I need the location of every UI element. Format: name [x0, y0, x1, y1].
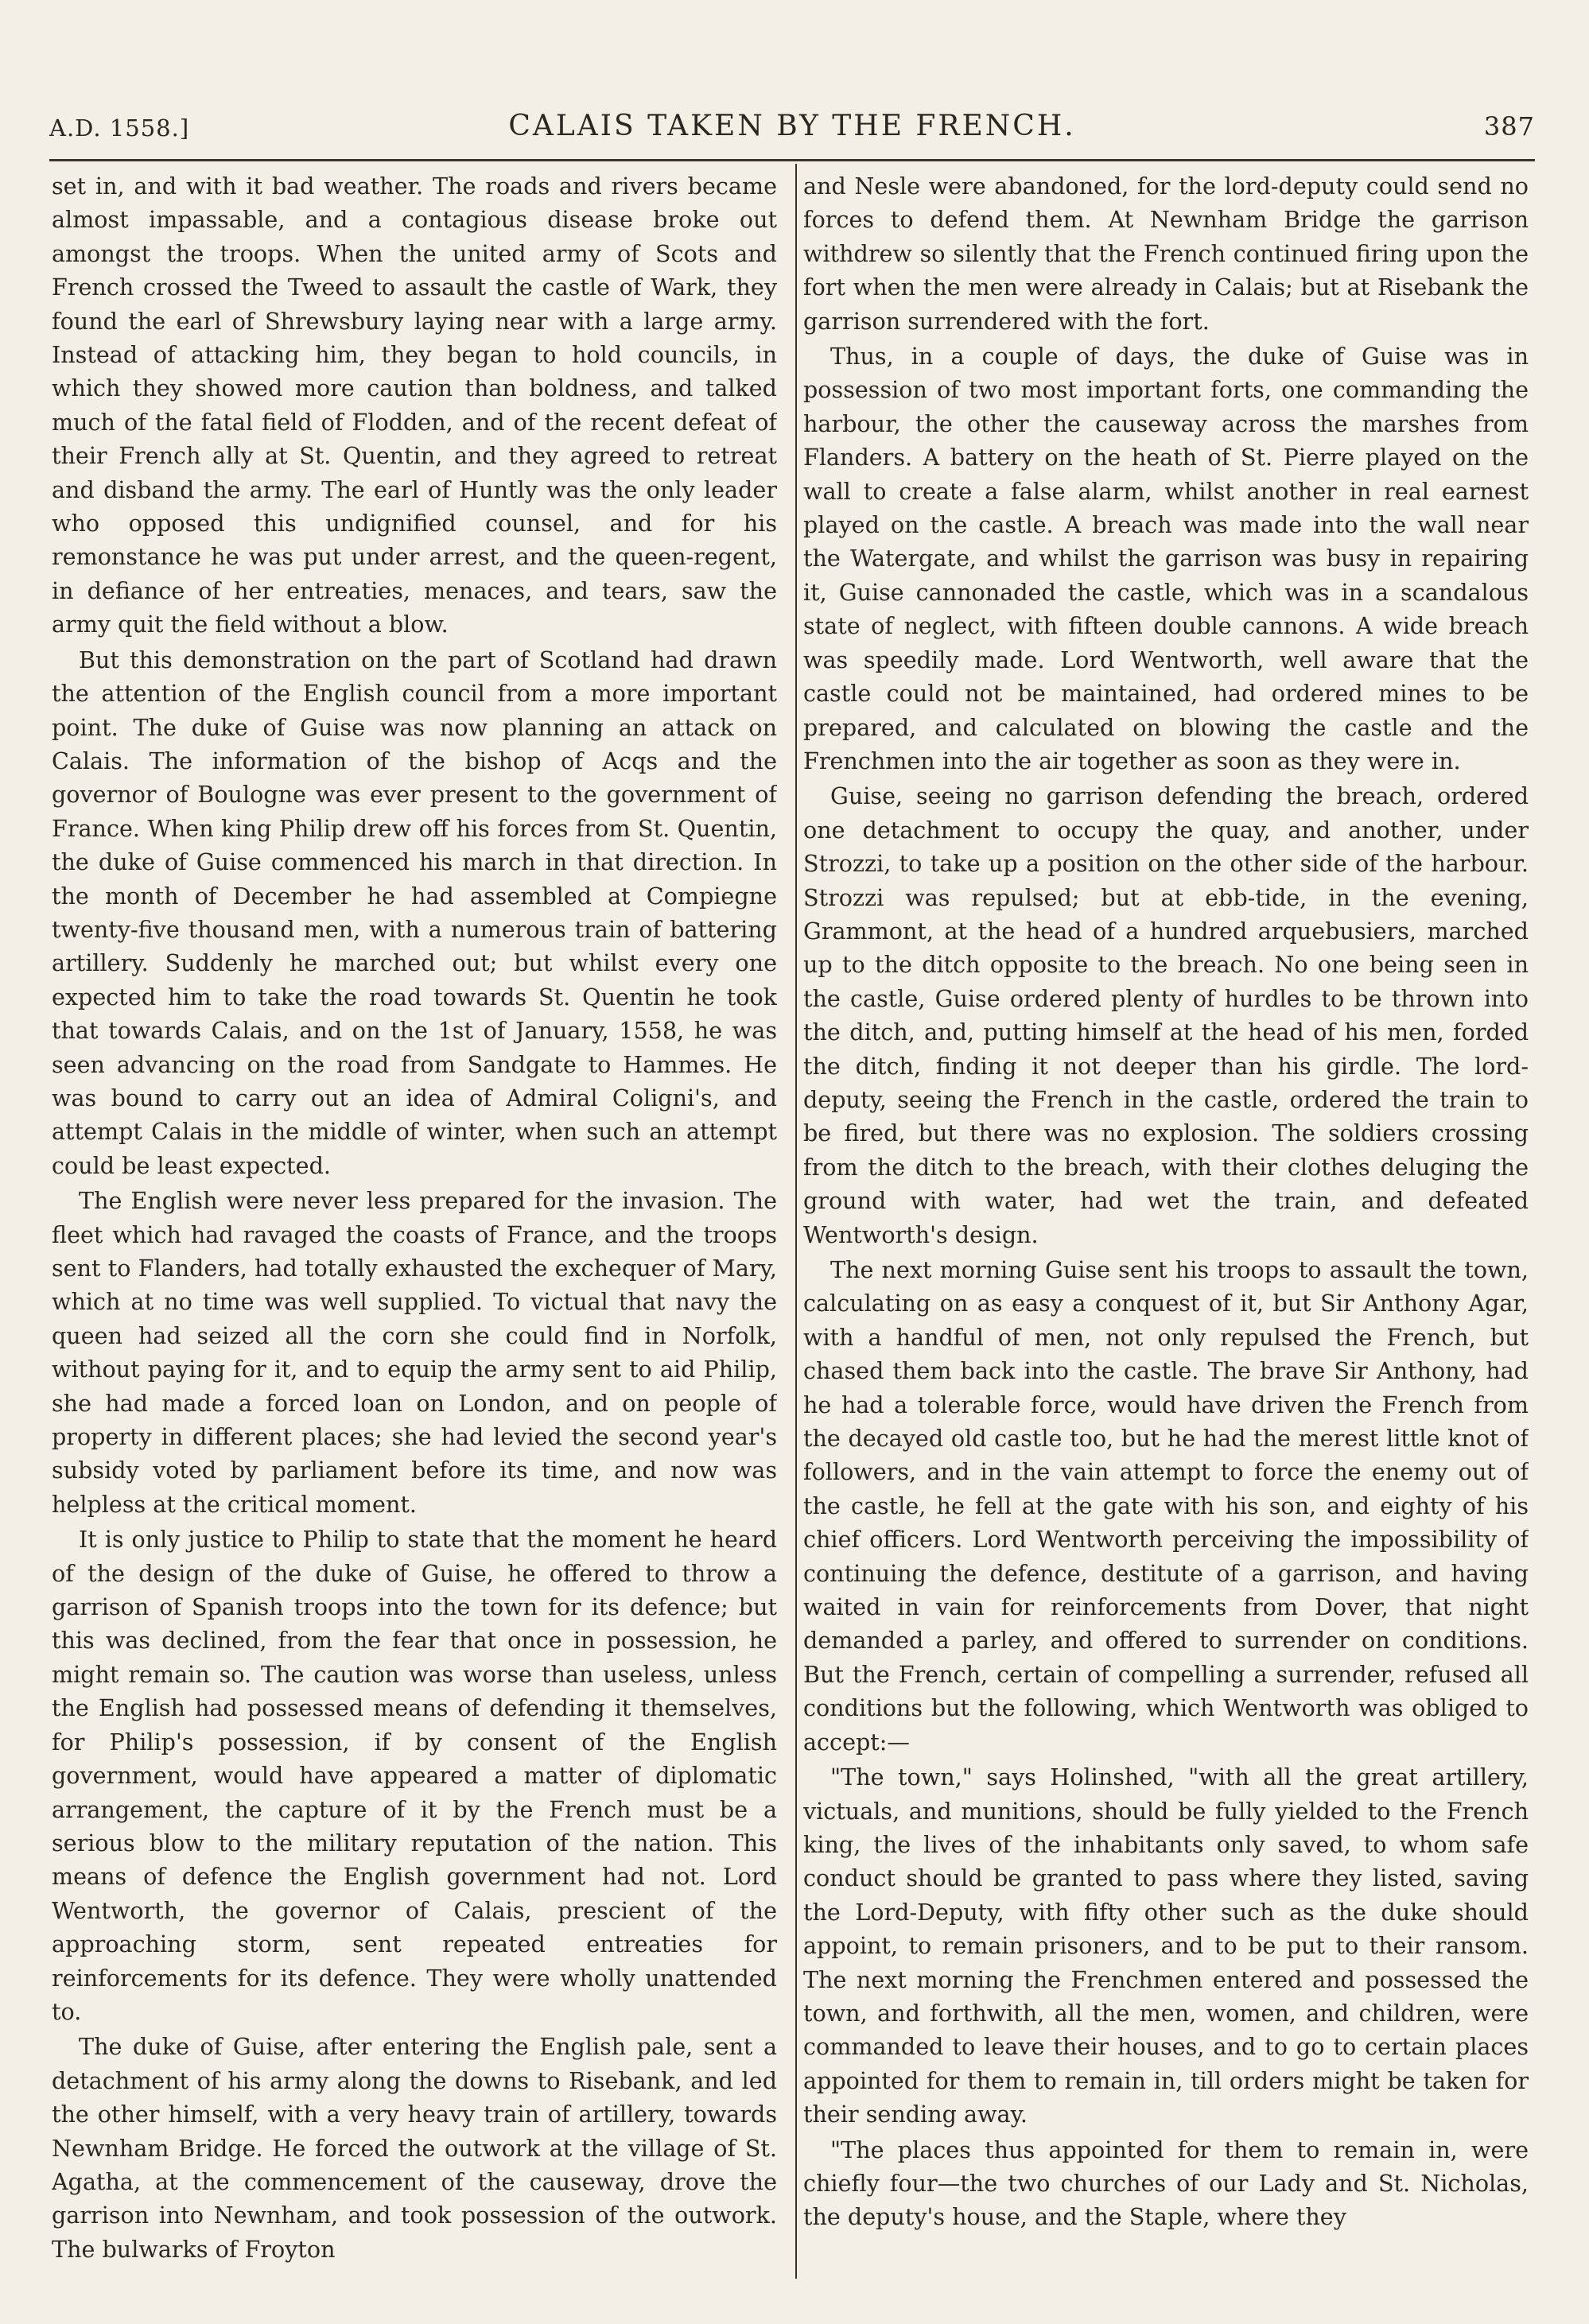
right-column — [803, 169, 1529, 2284]
paragraph: The next morning Guise sent his troops to assault the town, calculating on as easy a conquest of it, but Sir Anthony Agar, with a handful of men, not only repulsed the French, but chased them back into the castle. The brave Sir Anthony, had he had a tolerable force, would have driven the French from the decayed old castle too, but he had the merest little knot of followers, and in the vain attempt to force the enemy out of the castle, he fell at the gate with his son, and eighty of his chief officers. Lord Wentworth perceiving the impossibility of continuing the defence, destitute of a garrison, and having waited in vain for reinforcements from Dover, that night demanded a parley, and offered to surrender on conditions. But the French, certain of compelling a surrender, refused all conditions but the following, which Wentworth was obliged to accept:— — [803, 1256, 1529, 1756]
paragraph: "The town," says Holinshed, "with all the great artillery, victuals, and munitions, should be fully yielded to the French king, the lives of the inhabitants only saved, to whom safe conduct should be granted to pass where they listed, saving the Lord-Deputy, with fifty other such as the duke should appoint, to remain prisoners, and to be put to their ransom. The next morning the Frenchmen entered and possessed the town, and forthwith, all the men, women, and children, were commanded to leave their houses, and to go to certain places appointed for them to remain in, till orders might be taken for their sending away. — [803, 1763, 1529, 2128]
paragraph: and Nesle were abandoned, for the lord-deputy could send no forces to defend them. At Newnham Bridge the garrison withdrew so silently that the French continued firing upon the fort when the men were already in Calais; but at Risebank the garrison surrendered with the fort. — [803, 173, 1529, 335]
paragraph: "The places thus appointed for them to remain in, were chiefly four—the two churches of our Lady and St. Nicholas, the deputy's house, and the Staple, where they — [803, 2136, 1529, 2231]
running-header — [49, 110, 1535, 149]
paragraph: The English were never less prepared for the invasion. The fleet which had ravaged the coasts of France, and the troops sent to Flanders, had totally exhausted the exchequer of Mary, which at no time was well supplied. To victual that navy the queen had seized all the corn she could find in Norfolk, without paying for it, and to equip the army sent to aid Philip, she had made a forced loan on London, and on people of property in different places; she had levied the second year's subsidy voted by parliament before its time, and now was helpless at the critical moment. — [52, 1187, 777, 1518]
left-column — [52, 169, 777, 2284]
paragraph: But this demonstration on the part of Scotland had drawn the attention of the English council from a more important point. The duke of Guise was now planning an attack on Calais. The information of the bishop of Acqs and the governor of Boulogne was ever present to the government of France. When king Philip drew off his forces from St. Quentin, the duke of Guise commenced his march in that direction. In the month of December he had assembled at Compiegne twenty-five thousand men, with a numerous train of battering artillery. Suddenly he marched out; but whilst every one expected him to take the road towards St. Quentin he took that towards Calais, and on the 1st of January, 1558, he was seen advancing on the road from Sandgate to Hammes. He was bound to carry out an idea of Admiral Coligni's, and attempt Calais in the middle of winter, when such an attempt could be least expected. — [52, 646, 777, 1179]
paragraph: The duke of Guise, after entering the English pale, sent a detachment of his army along the downs to Risebank, and led the other himself, with a very heavy train of artillery, towards Newnham Bridge. He forced the outwork at the village of St. Agatha, at the commencement of the causeway, drove the garrison into Newnham, and took possession of the outwork. The bulwarks of Froyton — [52, 2033, 777, 2263]
paragraph: It is only justice to Philip to state that the moment he heard of the design of the duke of Guise, he offered to throw a garrison of Spanish troops into the town for its defence; but this was declined, from the fear that once in possession, he might remain so. The caution was worse than useless, unless the English had possessed means of defending it themselves, for Philip's possession, if by consent of the English government, would have appeared a matter of diplomatic arrangement, the capture of it by the French must be a serious blow to the military reputation of the nation. This means of defence the English government had not. Lord Wentworth, the governor of Calais, prescient of the approaching storm, sent repeated entreaties for reinforcements for its defence. They were wholly unattended to. — [52, 1526, 777, 2025]
paragraph: set in, and with it bad weather. The roads and rivers became almost impassable, and a contagious disease broke out amongst the troops. When the united army of Scots and French crossed the Tweed to assault the castle of Wark, they found the earl of Shrewsbury laying near with a large army. Instead of attacking him, they began to hold councils, in which they showed more caution than boldness, and talked much of the fatal field of Flodden, and of the recent defeat of their French ally at St. Quentin, and they agreed to retreat and disband the army. The earl of Huntly was the only leader who opposed this undignified counsel, and for his remonstance he was put under arrest, and the queen-regent, in defiance of her entreaties, menaces, and tears, saw the army quit the field without a blow. — [52, 173, 777, 638]
paragraph: Thus, in a couple of days, the duke of Guise was in possession of two most important forts, one commanding the harbour, the other the causeway across the marshes from Flanders. A battery on the heath of St. Pierre played on the wall to create a false alarm, whilst another in real earnest played on the castle. A breach was made into the wall near the Watergate, and whilst the garrison was busy in repairing it, Guise cannonaded the castle, which was in a scandalous state of neglect, with fifteen double cannons. A wide breach was speedily made. Lord Wentworth, well aware that the castle could not be maintained, had ordered mines to be prepared, and calculated on blowing the castle and the Frenchmen into the air together as soon as they were in. — [803, 343, 1529, 774]
column-divider — [795, 164, 797, 2279]
paragraph: Guise, seeing no garrison defending the breach, ordered one detachment to occupy the quay, and another, under Strozzi, to take up a position on the other side of the harbour. Strozzi was repulsed; but at ebb-tide, in the evening, Grammont, at the head of a hundred arquebusiers, marched up to the ditch opposite to the breach. No one being seen in the castle, Guise ordered plenty of hurdles to be thrown into the ditch, and, putting himself at the head of his men, forded the ditch, finding it not deeper than his girdle. The lord-deputy, seeing the French in the castle, ordered the train to be fired, but there was no explosion. The soldiers crossing from the ditch to the breach, with their clothes deluging the ground with water, had wet the train, and defeated Wentworth's design. — [803, 782, 1529, 1248]
header-title: CALAIS TAKEN BY THE FRENCH. — [508, 110, 1076, 142]
header-date: A.D. 1558.] — [49, 114, 190, 142]
header-rule — [49, 159, 1535, 161]
page-number: 387 — [1483, 111, 1535, 142]
